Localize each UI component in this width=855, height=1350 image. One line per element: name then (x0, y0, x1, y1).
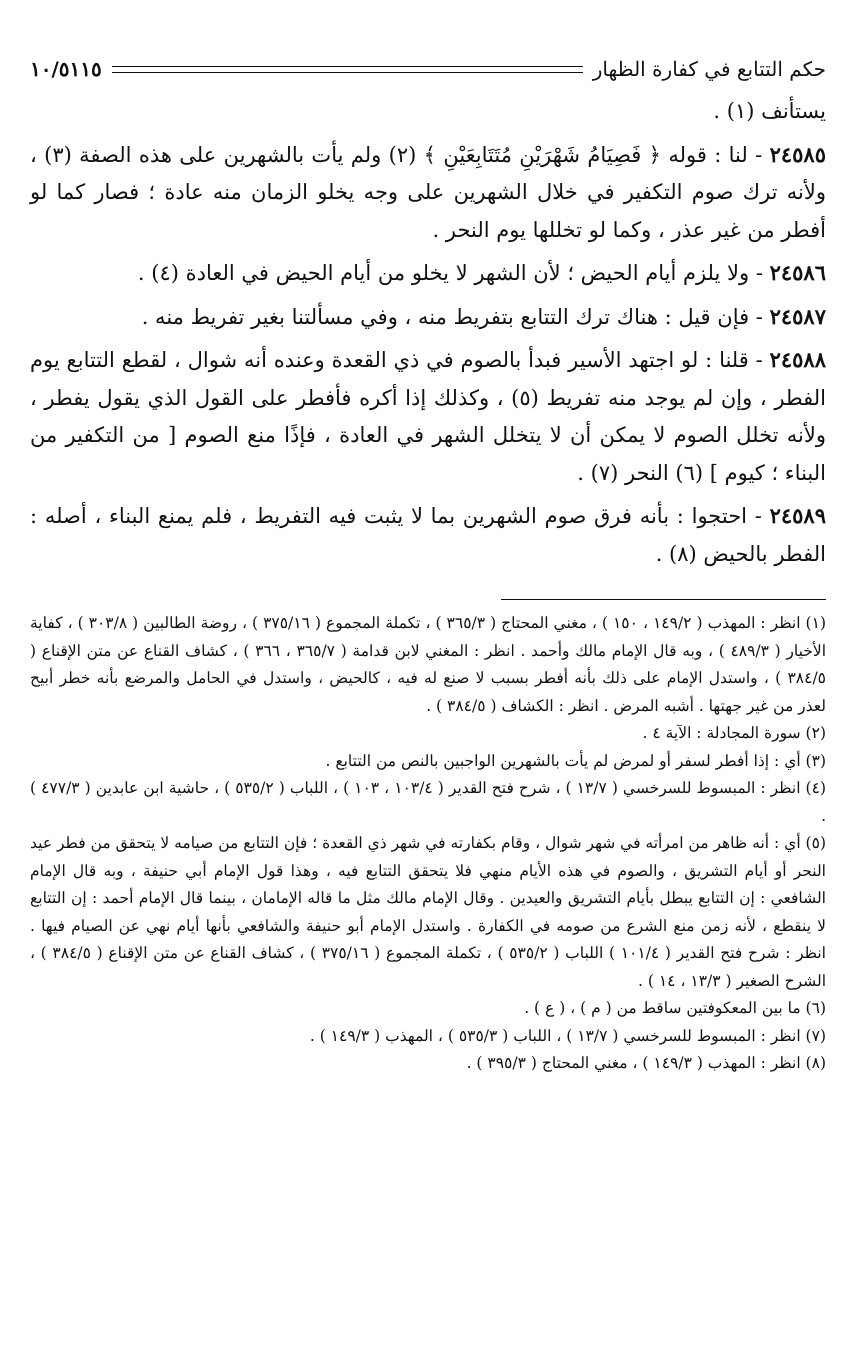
footnotes (30, 610, 826, 1078)
footnote-5: (٥) أي : أنه ظاهر من امرأته في شهر شوال ، وقام بكفارته في شهر ذي القعدة ؛ فإن التتابع من صيامه لا يتحقق من فطر عيد النحر أو أيام التشريق ، والصوم في هذه الأيام منهي فلا يتحقق التتابع فيه ، وهذا قول الإمام أبي حنيفة ، وبه قال الإمام الشافعي : إن التتابع يبطل بأيام التشريق والعيدين . وقال الإمام مالك مثل ما قاله الإمامان ، بينما قال الإمام أحمد : إن التتابع لا ينقطع ، لأنه زمن منع الشرع من صومه في الكفارة . واستدل الإمام أبو حنيفة والشافعي بأنها أيام نهي عن الصيام فيها . انظر : شرح فتح القدير ( ١٠١/٤ ) اللباب ( ٥٣٥/٢ ) ، تكملة المجموع ( ٣٧٥/١٦ ) ، كشاف القناع عن متن الإقناع ( ٣٨٤/٥ ) ، الشرح الصغير ( ١٣/٣ ، ١٤ ) . (30, 834, 826, 990)
paragraph-text: - فإن قيل : هناك ترك التتابع بتفريط منه ، وفي مسألتنا بغير تفريط منه . (141, 304, 770, 329)
paragraph-text: - قلنا : لو اجتهد الأسير فبدأ بالصوم في ذي القعدة وعنده أنه شوال ، لقطع التتابع يوم الفطر ، وإن لم يوجد منه تفريط (٥) ، وكذلك إذا أكره فأفطر على القول الذي يقول يفطر ، ولأنه تخلل الصوم لا يمكن أن لا يتخلل الشهر في العادة ، فإذًا منع الصوم [ من التكفير من البناء ؛ كيوم ] (٦) النحر (٧) . (30, 348, 827, 485)
paragraph-24586 (30, 254, 826, 293)
paragraph-text: - لنا : قوله ﴿ فَصِيَامُ شَهْرَيْنِ مُتَتَابِعَيْنِ ﴾ (٢) ولم يأت بالشهرين على هذه الصفة (٣) ، ولأنه ترك صوم التكفير في خلال الشهرين على وجه يخلو الزمان منه عادة ؛ فصار كما لو أفطر من غير عذر ، وكما لو تخللها يوم النحر . (30, 142, 826, 242)
paragraph-24589 (30, 497, 826, 573)
paragraph-24588 (30, 341, 826, 492)
footnote-4: (٤) انظر : المبسوط للسرخسي ( ١٣/٧ ) ، شرح فتح القدير ( ١٠٣/٤ ، ١٠٣ ) ، اللباب ( ٥٣٥/٢ ) ، حاشية ابن عابدين ( ٤٧٧/٣ ) . (30, 779, 826, 825)
footnote-1: (١) انظر : المهذب ( ١٤٩/٢ ، ١٥٠ ) ، مغني المحتاج ( ٣٦٥/٣ ) ، تكملة المجموع ( ٣٧٥/١٦ ) ، روضة الطالبين ( ٣٠٣/٨ ) ، كفاية الأخيار ( ٤٨٩/٣ ) ، وبه قال الإمام مالك وأحمد . انظر : المغني لابن قدامة ( ٣٦٥/٧ ، ٣٦٦ ) ، كشاف القناع عن متن الإقناع ( ٣٨٤/٥ ) ، واستدل الإمام على ذلك بأنه أفطر بسبب لا صنع له فيه ، كالحيض ، واستدل في الحامل والمرضع بأنه خطر أبيح لعذر من غير جهتها . أشبه المرض . انظر : الكشاف ( ٣٨٤/٥ ) . (30, 614, 827, 715)
main-text (30, 92, 826, 573)
header-rule (112, 66, 583, 73)
paragraph-24587 (30, 298, 826, 337)
book-page (30, 52, 826, 1078)
paragraph-text: - ولا يلزم أيام الحيض ؛ لأن الشهر لا يخلو من أيام الحيض في العادة (٤) . (137, 261, 770, 285)
paragraph-continuation: يستأنف (١) . (713, 99, 826, 123)
paragraph-text: - احتجوا : بأنه فرق صوم الشهرين بما لا يثبت فيه التفريط ، فلم يمنع البناء ، أصله : الفطر بالحيض (٨) . (30, 504, 826, 566)
paragraph-number: ٢٤٥٨٦ (769, 260, 826, 285)
header-title: حكم التتابع في كفارة الظهار (592, 57, 826, 81)
footnote-separator (501, 599, 826, 600)
running-header (30, 52, 826, 86)
footnote-3: (٣) أي : إذا أفطر لسفر أو لمرض لم يأت بالشهرين الواجبين بالنص من التتابع . (325, 751, 826, 770)
footnote-7: (٧) انظر : المبسوط للسرخسي ( ١٣/٧ ) ، اللباب ( ٥٣٥/٣ ) ، المهذب ( ١٤٩/٣ ) . (309, 1026, 826, 1045)
footnote-6: (٦) ما بين المعكوفتين ساقط من ( م ) ، ( ع ) . (524, 999, 826, 1017)
footnote-2: (٢) سورة المجادلة : الآية ٤ . (642, 724, 826, 742)
paragraph-24585 (30, 136, 826, 250)
paragraph-number: ٢٤٥٨٨ (769, 347, 826, 372)
footnote-8: (٨) انظر : المهذب ( ١٤٩/٣ ) ، مغني المحتاج ( ٣٩٥/٣ ) . (466, 1054, 826, 1072)
paragraph-number: ٢٤٥٨٥ (769, 141, 826, 167)
header-page-number: ١٠/٥١١٥ (30, 57, 102, 81)
paragraph-number: ٢٤٥٨٧ (769, 303, 826, 329)
paragraph-number: ٢٤٥٨٩ (769, 503, 826, 528)
